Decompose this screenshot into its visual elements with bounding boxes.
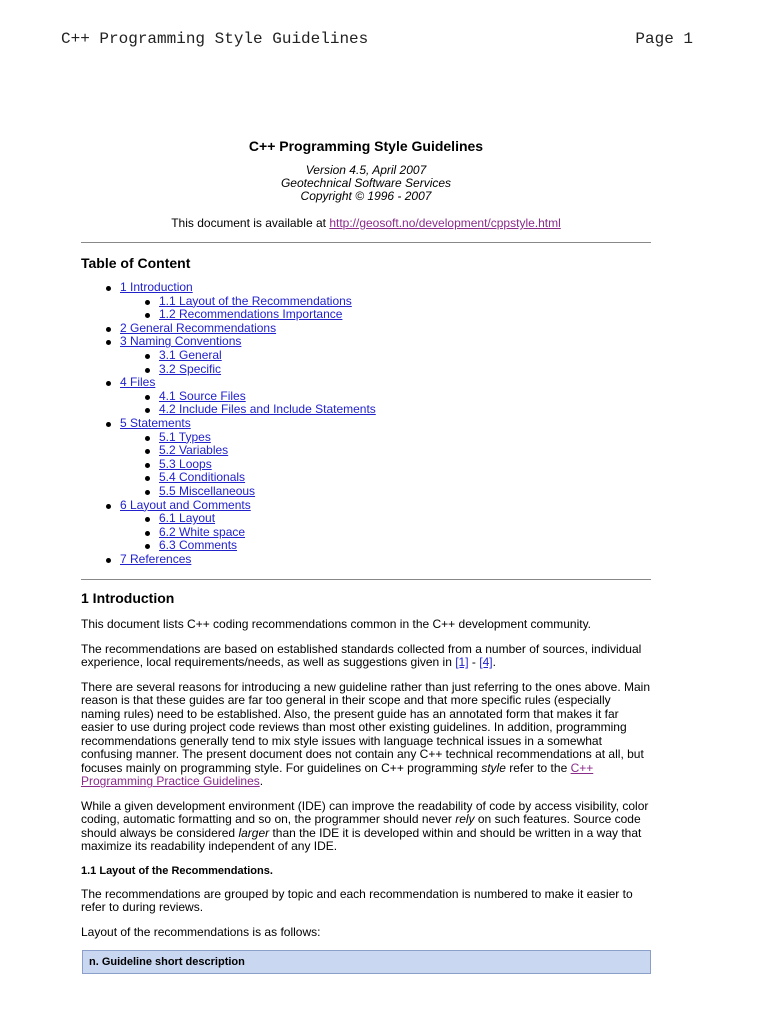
- toc-subitem: [120, 390, 651, 404]
- toc-sublist: [120, 431, 651, 499]
- intro-p3-end: .: [259, 774, 264, 789]
- toc-item: [81, 553, 651, 567]
- toc-subitem: [120, 471, 651, 485]
- toc-sublink[interactable]: 3.2 Specific: [159, 361, 222, 376]
- toc-subitem: [120, 444, 651, 458]
- organization-line: Geotechnical Software Services: [280, 176, 452, 190]
- toc-sublink[interactable]: 3.1 General: [159, 347, 222, 362]
- toc-link[interactable]: 2 General Recommendations: [120, 320, 277, 335]
- toc-link[interactable]: 6 Layout and Comments: [120, 497, 251, 512]
- intro-paragraph-2: [81, 643, 651, 670]
- toc-item: [81, 335, 651, 376]
- intro-p2-sep: -: [468, 655, 480, 670]
- toc-link[interactable]: 7 References: [120, 551, 192, 566]
- toc-sublink[interactable]: 4.2 Include Files and Include Statements: [159, 402, 376, 417]
- toc-subitem: [120, 295, 651, 309]
- document-body: [81, 138, 651, 974]
- layout-paragraph-2: Layout of the recommendations is as follows:: [81, 924, 321, 939]
- table-of-contents: [81, 281, 651, 566]
- toc-subitem: [120, 458, 651, 472]
- toc-sublink[interactable]: 5.5 Miscellaneous: [159, 483, 256, 498]
- copyright-line: Copyright © 1996 - 2007: [300, 189, 432, 203]
- toc-subitem: [120, 539, 651, 553]
- toc-item: [81, 417, 651, 499]
- practice-guidelines-link[interactable]: C++ Programming Practice Guidelines: [81, 760, 594, 789]
- divider: [81, 579, 651, 580]
- toc-subitem: [120, 403, 651, 417]
- section-heading-introduction: 1 Introduction: [81, 590, 175, 607]
- toc-sublink[interactable]: 5.2 Variables: [159, 443, 229, 458]
- toc-subitem: [120, 308, 651, 322]
- toc-sublink[interactable]: 6.2 White space: [159, 524, 246, 539]
- toc-sublist: [120, 512, 651, 553]
- toc-item: [81, 499, 651, 553]
- subsection-heading-layout: 1.1 Layout of the Recommendations.: [81, 864, 273, 877]
- layout-paragraph-1: The recommendations are grouped by topic and each recommendation is numbered to make it easier to refer to during reviews.: [81, 886, 633, 915]
- toc-sublink[interactable]: 1.1 Layout of the Recommendations: [159, 293, 352, 308]
- toc-sublist: [120, 390, 651, 417]
- intro-p2-text: The recommendations are based on established standards collected from a number of sources, individual experience, local requirements/needs, as well as suggestions given in: [81, 641, 642, 670]
- toc-subitem: [120, 431, 651, 445]
- divider: [81, 242, 651, 243]
- toc-sublink[interactable]: 5.1 Types: [159, 429, 211, 444]
- intro-p4-emphasis-rely: rely: [455, 812, 475, 827]
- intro-p3-emphasis: style: [481, 760, 506, 775]
- toc-sublink[interactable]: 6.1 Layout: [159, 511, 216, 526]
- intro-p4-b: on such features. Source code should always be considered: [81, 812, 641, 840]
- reference-link-4[interactable]: [4]: [479, 655, 493, 670]
- toc-link[interactable]: 1 Introduction: [120, 280, 193, 294]
- toc-subitem: [120, 526, 651, 540]
- toc-subitem: [120, 349, 651, 363]
- availability-prefix: This document is available at: [171, 216, 330, 230]
- document-title: C++ Programming Style Guidelines: [248, 138, 484, 154]
- toc-sublink[interactable]: 4.1 Source Files: [159, 388, 246, 403]
- toc-sublist: [120, 349, 651, 376]
- page-header: [61, 30, 693, 52]
- page-number: Page 1: [635, 30, 693, 48]
- intro-p4-emphasis-larger: larger: [238, 825, 270, 840]
- title-block: [81, 138, 651, 230]
- toc-subitem: [120, 485, 651, 499]
- toc-item: [81, 376, 651, 417]
- toc-sublink[interactable]: 5.3 Loops: [159, 456, 212, 471]
- intro-p2-end: .: [492, 655, 496, 670]
- toc-item: [81, 281, 651, 322]
- intro-p3-mid: refer to the: [505, 760, 571, 775]
- intro-p4-c: than the IDE it is developed within and should be written in a way that maximize its readability independent of any IDE.: [81, 825, 642, 854]
- running-header-title: C++ Programming Style Guidelines: [61, 30, 369, 48]
- reference-link-1[interactable]: [1]: [455, 655, 469, 670]
- toc-sublink[interactable]: 6.3 Comments: [159, 538, 238, 553]
- toc-link[interactable]: 4 Files: [120, 375, 156, 390]
- toc-sublist: [120, 295, 651, 322]
- intro-p4-a: While a given development environment (IDE) can improve the readability of code by access visibility, color coding, automatic formatting and so on, the programmer should never: [81, 798, 649, 827]
- availability-line: [81, 216, 651, 230]
- intro-paragraph-1: This document lists C++ coding recommendations common in the C++ development community.: [81, 617, 592, 632]
- guideline-description-box: n. Guideline short description: [82, 950, 651, 974]
- intro-paragraph-4: [81, 800, 651, 854]
- toc-sublink[interactable]: 1.2 Recommendations Importance: [159, 307, 343, 322]
- document-url-link[interactable]: http://geosoft.no/development/cppstyle.html: [329, 216, 561, 230]
- toc-subitem: [120, 512, 651, 526]
- toc-subitem: [120, 363, 651, 377]
- intro-p3-text: There are several reasons for introducing a new guideline rather than just referring to the ones above. Main reason is that these guides are far too general in their scope and that more specific rules (especially naming rules) need to be established. Also, the present guide has an annotated form that makes it far easier to use during project code reviews than most other existing guidelines. In addition, programming recommendations generally tend to mix style issues with language technical issues in a somewhat confusing manner. The present document does not contain any C++ technical recommendations at all, but focuses mainly on programming style. For guidelines on C++ programming: [81, 679, 650, 775]
- toc-sublink[interactable]: 5.4 Conditionals: [159, 470, 246, 485]
- version-line: Version 4.5, April 2007: [305, 163, 427, 177]
- intro-paragraph-3: [81, 681, 651, 789]
- toc-item: [81, 322, 651, 336]
- toc-heading: Table of Content: [81, 255, 191, 271]
- toc-link[interactable]: 5 Statements: [120, 415, 191, 430]
- toc-link[interactable]: 3 Naming Conventions: [120, 334, 242, 349]
